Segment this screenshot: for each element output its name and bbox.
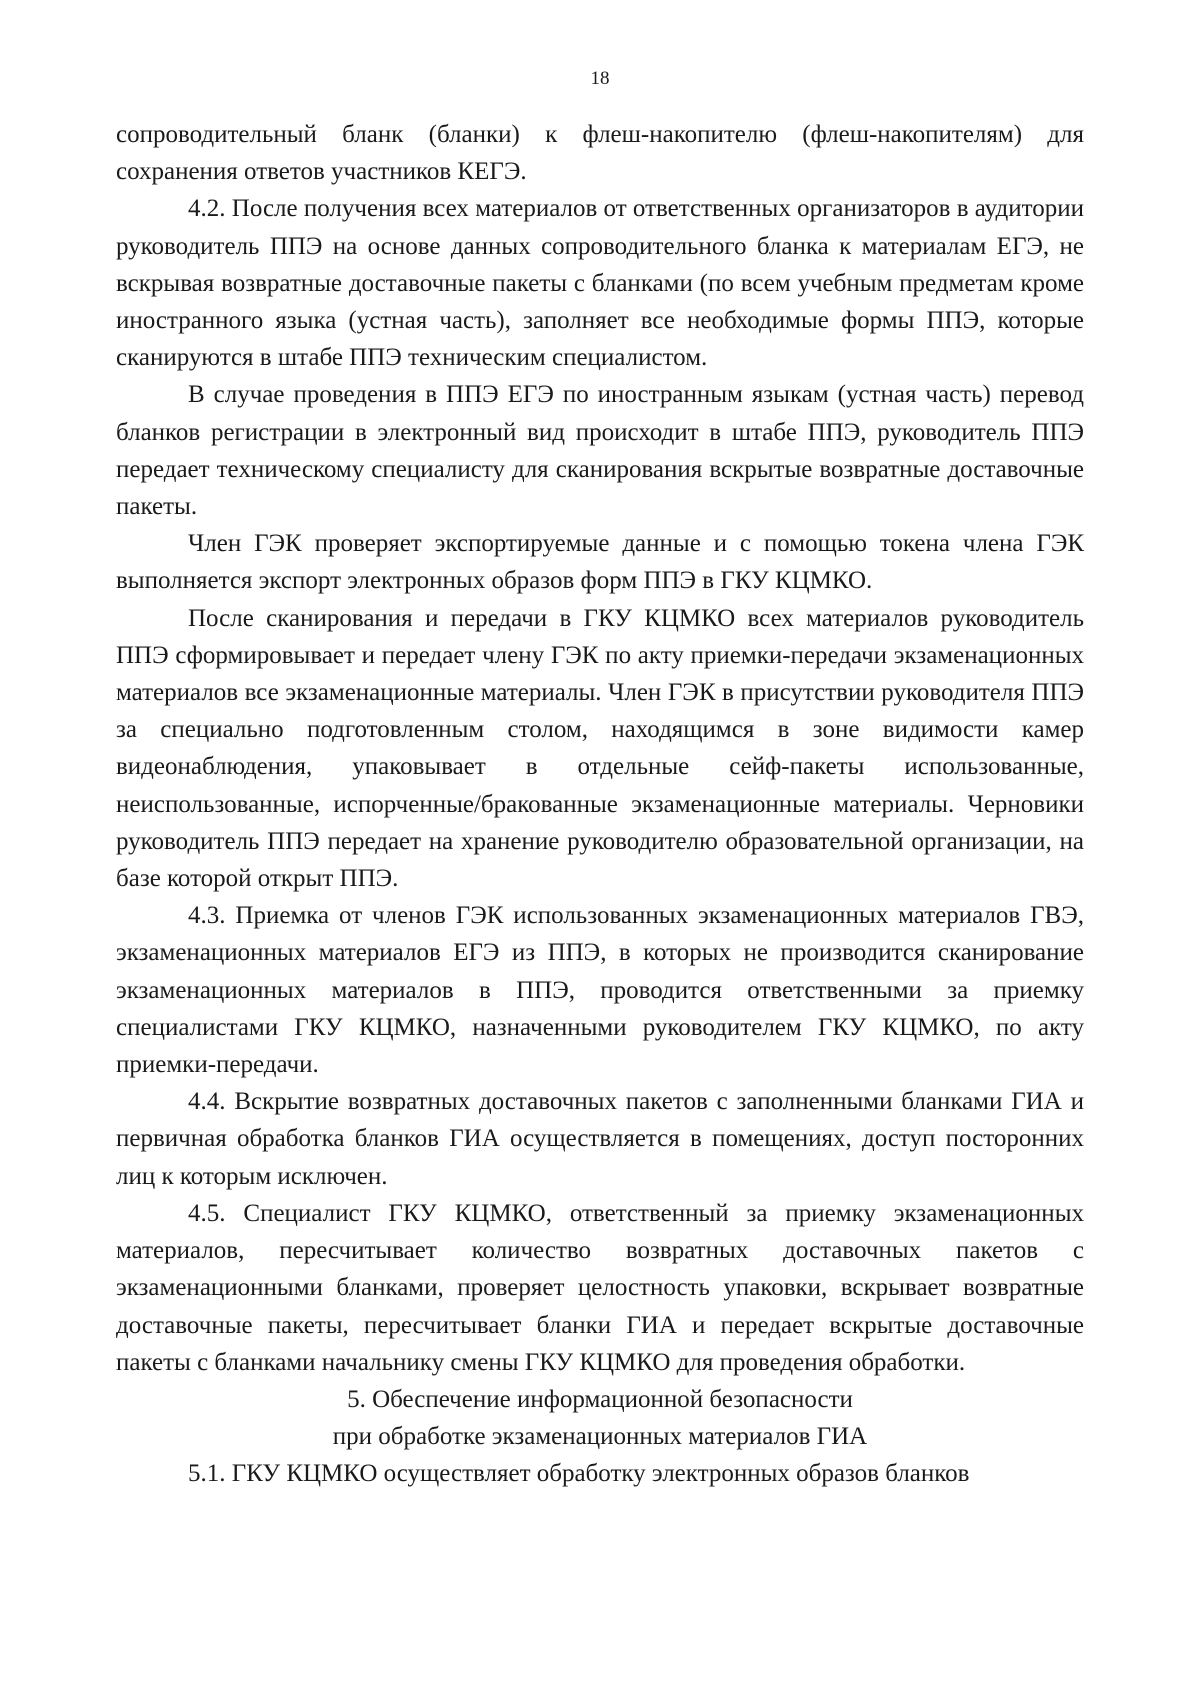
paragraph-after-scanning: После сканирования и передачи в ГКУ КЦМКО всех материалов руководитель ППЭ сформировывает и передает члену ГЭК по акту приемки-передачи экзаменационных материалов все экзаменационные материалы. Член ГЭК в присутствии руководителя ППЭ за специально подготовленным столом, находящимся в зоне видимости камер видеонаблюдения, упаковывает в отдельные сейф-пакеты использованные, неиспользованные, испорченные/бракованные экзаменационные материалы. Черновики руководитель ППЭ передает на хранение руководителю образовательной организации, на базе которой открыт ППЭ. xyxy=(116,604,1084,893)
paragraph-5-1: 5.1. ГКУ КЦМКО осуществляет обработку электронных образов бланков xyxy=(188,1460,970,1488)
paragraph-4-4: 4.4. Вскрытие возвратных доставочных пакетов с заполненными бланками ГИА и первичная обработка бланков ГИА осуществляется в помещениях, доступ посторонних лиц к которым исключен. xyxy=(116,1088,1084,1190)
paragraph-oral-part: В случае проведения в ППЭ ЕГЭ по иностранным языкам (устная часть) перевод бланков регистрации в электронный вид происходит в штабе ППЭ, руководитель ППЭ передает техническому специалисту для сканирования вскрытые возвратные доставочные пакеты. xyxy=(116,381,1084,521)
paragraph-gek-export: Член ГЭК проверяет экспортируемые данные и с помощью токена члена ГЭК выполняется экспорт электронных образов форм ППЭ в ГКУ КЦМКО. xyxy=(116,530,1084,595)
document-body xyxy=(116,116,1084,1493)
paragraph-4-3: 4.3. Приемка от членов ГЭК использованных экзаменационных материалов ГВЭ, экзаменационных материалов ЕГЭ из ППЭ, в которых не производится сканирование экзаменационных материалов в ППЭ, проводится ответственными за приемку специалистами ГКУ КЦМКО, назначенными руководителем ГКУ КЦМКО, по акту приемки-передачи. xyxy=(116,902,1084,1079)
page-number: 18 xyxy=(590,68,610,89)
paragraph-4-5: 4.5. Специалист ГКУ КЦМКО, ответственный за приемку экзаменационных материалов, пересчитывает количество возвратных доставочных пакетов с экзаменационными бланками, проверяет целостность упаковки, вскрывает возвратные доставочные пакеты, пересчитывает бланки ГИА и передает вскрытые доставочные пакеты с бланками начальнику смены ГКУ КЦМКО для проведения обработки. xyxy=(116,1199,1084,1376)
paragraph-4-2: 4.2. После получения всех материалов от ответственных организаторов в аудитории руководитель ППЭ на основе данных сопроводительного бланка к материалам ЕГЭ, не вскрывая возвратные доставочные пакеты с бланками (по всем учебным предметам кроме иностранного языка (устная часть), заполняет все необходимые формы ППЭ, которые сканируются в штабе ППЭ техническим специалистом. xyxy=(116,195,1084,372)
section-heading-line-1: 5. Обеспечение информационной безопасности xyxy=(347,1385,853,1413)
paragraph-continuation: сопроводительный бланк (бланки) к флеш-накопителю (флеш-накопителям) для сохранения ответов участников КЕГЭ. xyxy=(116,121,1084,186)
section-heading-line-2: при обработке экзаменационных материалов ГИА xyxy=(332,1423,868,1451)
